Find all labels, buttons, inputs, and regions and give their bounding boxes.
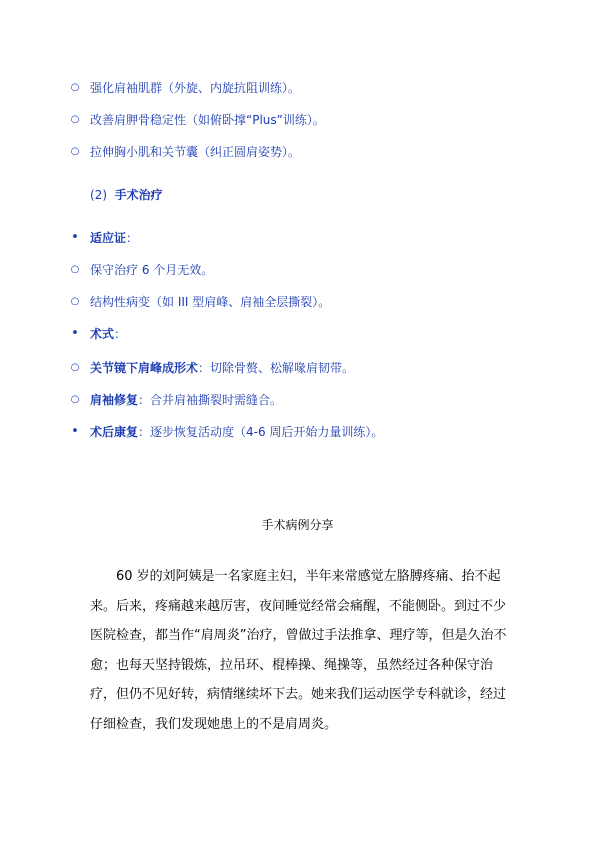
list-item [0, 109, 595, 131]
filled-bullet-icon: • [71, 230, 79, 245]
list-item [0, 227, 595, 249]
list-item [0, 389, 595, 411]
hollow-bullet-icon: ○ [70, 82, 80, 93]
list-item-label: 肩袖修复 [90, 393, 139, 407]
list-item-text: ： [114, 327, 127, 341]
list-item-label: 术式 [90, 327, 115, 341]
hollow-bullet-icon: ○ [70, 296, 80, 307]
section-heading [90, 184, 163, 206]
list-item-text: ： [126, 231, 139, 245]
list-item-text: 改善肩胛骨稳定性（如俯卧撑“Plus”训练）。 [90, 113, 325, 127]
list-item-text: ：切除骨赘、松解喙肩韧带。 [198, 361, 355, 375]
hollow-bullet-icon: ○ [70, 146, 80, 157]
list-item-label: 适应证 [90, 231, 127, 245]
list-item [0, 141, 595, 163]
paragraph-line: 愈；也每天坚持锻炼，拉吊环、棍棒操、绳操等，虽然经过各种保守治 [90, 657, 494, 673]
filled-bullet-icon: • [71, 326, 79, 341]
list-item [0, 291, 595, 313]
hollow-bullet-icon: ○ [70, 114, 80, 125]
list-item-text: ：逐步恢复活动度（4-6 周后开始力量训练）。 [138, 425, 384, 439]
list-item [0, 77, 595, 99]
list-item-label: 关节镜下肩峰成形术 [90, 361, 199, 375]
section-number: (2) [90, 188, 107, 202]
list-item [0, 259, 595, 281]
list-item-text: ：合并肩袖撕裂时需缝合。 [138, 393, 283, 407]
filled-bullet-icon: • [71, 424, 79, 439]
paragraph-line: 医院检查，都当作“肩周炎”治疗，曾做过手法推拿、理疗等，但是久治不 [90, 628, 506, 643]
paragraph-line: 60 岁的刘阿姨是一名家庭主妇，半年来常感觉左胳膊疼痛、抬不起 [90, 569, 501, 584]
list-item-label: 术后康复 [90, 425, 139, 439]
hollow-bullet-icon: ○ [70, 362, 80, 373]
paragraph-line: 疗，但仍不见好转，病情继续坏下去。她来我们运动医学专科就诊，经过 [90, 687, 506, 702]
list-item [0, 357, 595, 379]
case-title: 手术病例分享 [261, 518, 334, 532]
hollow-bullet-icon: ○ [70, 394, 80, 405]
paragraph-line: 来。后来，疼痛越来越厉害，夜间睡觉经常会痛醒，不能侧卧。到过不少 [90, 598, 506, 614]
list-item-text: 保守治疗 6 个月无效。 [90, 263, 214, 277]
list-item [0, 421, 595, 443]
case-paragraph [90, 562, 506, 739]
hollow-bullet-icon: ○ [70, 264, 80, 275]
list-item [0, 323, 595, 345]
list-item-text: 拉伸胸小肌和关节囊（纠正圆肩姿势）。 [90, 145, 301, 159]
list-item-text: 强化肩袖肌群（外旋、内旋抗阻训练）。 [90, 81, 301, 95]
section-title: 手术治疗 [114, 188, 163, 202]
list-item-text: 结构性病变（如 III 型肩峰、肩袖全层撕裂）。 [90, 295, 331, 309]
paragraph-line: 仔细检查，我们发现她患上的不是肩周炎。 [90, 716, 338, 732]
